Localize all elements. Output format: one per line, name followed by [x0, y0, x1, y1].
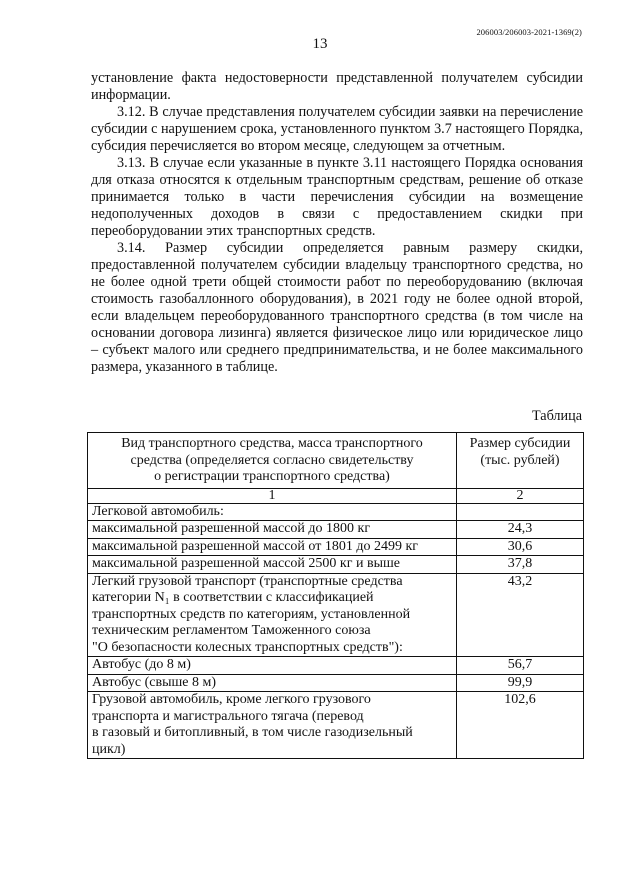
- header-subsidy-amount: Размер субсидии (тыс. рублей): [457, 433, 584, 489]
- table-row: [88, 657, 584, 675]
- document-id: 206003/206003-2021-1369(2): [476, 27, 582, 37]
- table-row: [88, 521, 584, 539]
- column-number-row: [88, 488, 584, 503]
- subsidy-value-cell: 99,9: [457, 674, 584, 692]
- vehicle-type-cell: максимальной разрешенной массой от 1801 до 2499 кг: [88, 538, 457, 556]
- paragraph: 3.13. В случае если указанные в пункте 3.11 настоящего Порядка основания для отказа относятся к отдельным транспортным средствам, решение об отказе принимается только в части перечисления субсидии на возмещение недополученных доходов в связи с предоставлением скидки при переоборудовании этих транспортных средств.: [91, 155, 583, 239]
- subsidy-value-cell: 30,6: [457, 538, 584, 556]
- header-vehicle-type: Вид транспортного средства, масса транспортного средства (определяется согласно свидетельству о регистрации транспортного средства): [88, 433, 457, 489]
- table-header-row: [88, 433, 584, 489]
- subsidy-value-cell: 37,8: [457, 556, 584, 574]
- table-caption: Таблица: [531, 408, 582, 424]
- page-number: 13: [312, 36, 328, 52]
- subsidy-value-cell: 24,3: [457, 521, 584, 539]
- vehicle-type-cell: Легкий грузовой транспорт (транспортные средства категории N₁ в соответствии с классификацией транспортных средств по категориям, установленной техническим регламентом Таможенного союза "О безопасности колесных транспортных средств"):: [88, 573, 457, 657]
- vehicle-type-cell: Грузовой автомобиль, кроме легкого грузового транспорта и магистрального тягача (перевод в газовый и битопливный, в том числе газодизельный цикл): [88, 692, 457, 759]
- subsidy-value-cell: [457, 503, 584, 521]
- subsidy-value-cell: 56,7: [457, 657, 584, 675]
- paragraph: 3.12. В случае представления получателем субсидии заявки на перечисление субсидии с нарушением срока, установленного пунктом 3.7 настоящего Порядка, субсидия перечисляется во втором месяце, следующем за отчетным.: [91, 104, 583, 154]
- vehicle-type-cell: Автобус (до 8 м): [88, 657, 457, 675]
- vehicle-type-cell: Автобус (свыше 8 м): [88, 674, 457, 692]
- table-row: [88, 692, 584, 759]
- table-row: [88, 503, 584, 521]
- subsidy-table: [87, 432, 584, 759]
- table-row: [88, 556, 584, 574]
- vehicle-type-cell: Легковой автомобиль:: [88, 503, 457, 521]
- vehicle-type-cell: максимальной разрешенной массой 2500 кг и выше: [88, 556, 457, 574]
- table-row: [88, 674, 584, 692]
- paragraph: 3.14. Размер субсидии определяется равным размеру скидки, предоставленной получателем субсидии владельцу транспортного средства, но не более одной трети общей стоимости работ по переоборудованию (включая стоимость газобаллонного оборудования), в 2021 году не более одной второй, если владельцем переоборудованного транспортного средства (в том числе на основании договора лизинга) является физическое лицо или юридическое лицо – субъект малого или среднего предпринимательства, и не более максимального размера, указанного в таблице.: [91, 240, 583, 375]
- table-row: [88, 573, 584, 657]
- column-number: 2: [457, 488, 584, 503]
- subsidy-value-cell: 43,2: [457, 573, 584, 657]
- body-text: [91, 70, 583, 376]
- table-row: [88, 538, 584, 556]
- subsidy-value-cell: 102,6: [457, 692, 584, 759]
- column-number: 1: [88, 488, 457, 503]
- paragraph: установление факта недостоверности представленной получателем субсидии информации.: [91, 70, 583, 103]
- vehicle-type-cell: максимальной разрешенной массой до 1800 кг: [88, 521, 457, 539]
